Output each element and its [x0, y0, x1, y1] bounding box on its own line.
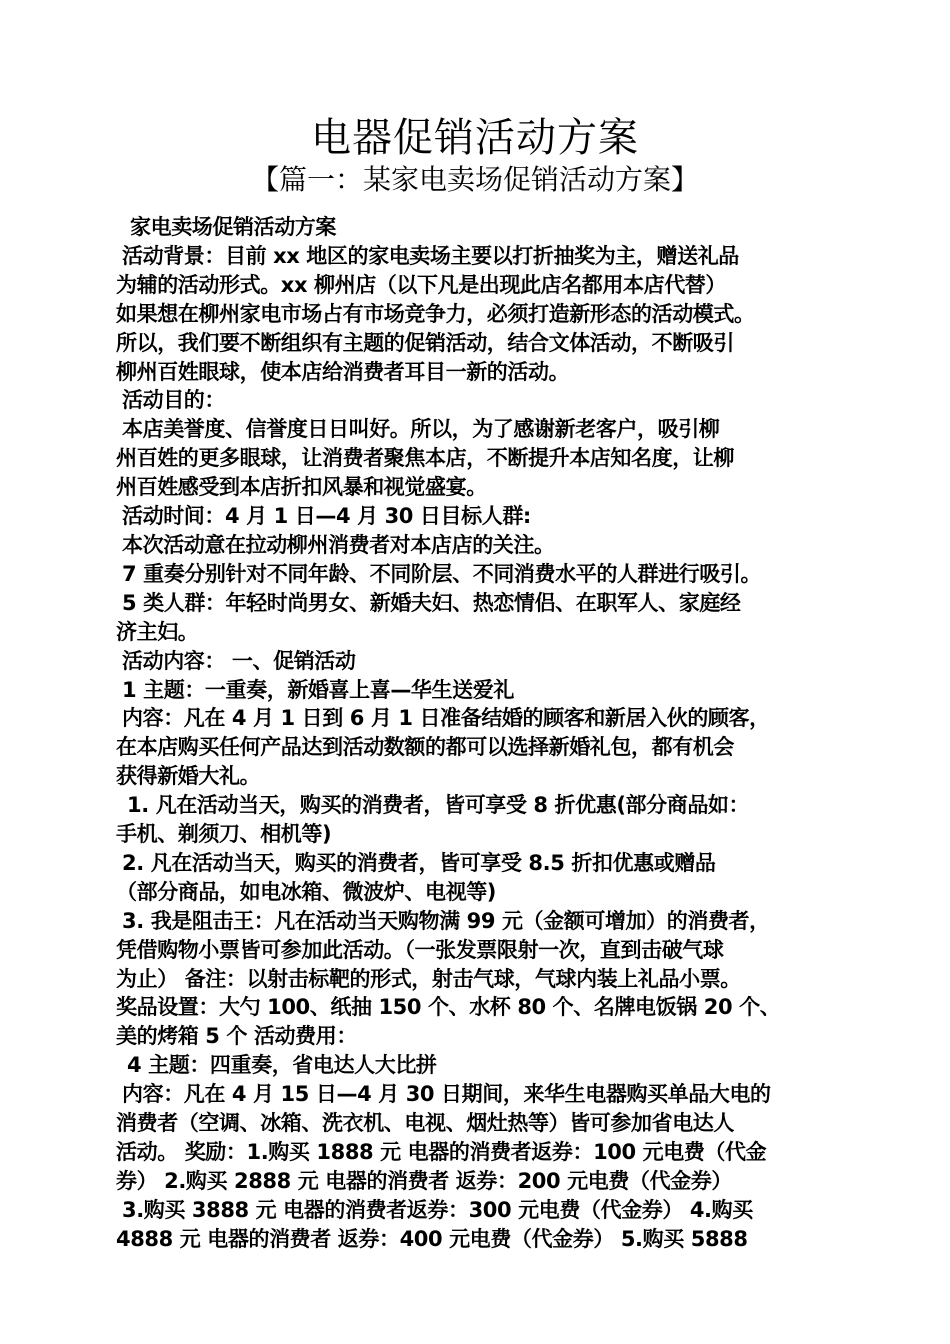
body-line: 所以，我们要不断组织有主题的促销活动，结合文体活动，不断吸引 — [116, 330, 734, 355]
body-line: 内容：凡在 4 月 1 日到 6 月 1 日准备结婚的顾客和新居入伙的顾客， — [122, 706, 770, 731]
document-subtitle: 【篇一：某家电卖场促销活动方案】 — [250, 163, 699, 196]
body-line: 3. 我是阻击王：凡在活动当天购物满 99 元（金额可增加）的消费者， — [122, 908, 770, 933]
body-line: 手机、剃须刀、相机等) — [116, 822, 332, 847]
section-heading: 家电卖场促销活动方案 — [130, 215, 336, 239]
body-line: 在本店购买任何产品达到活动数额的都可以选择新婚礼包，都有机会 — [116, 735, 734, 760]
body-line: 本次活动意在拉动柳州消费者对本店店的关注。 — [122, 532, 555, 557]
body-line: 如果想在柳州家电市场占有市场竞争力，必须打造新形态的活动模式。 — [116, 301, 755, 326]
document-body — [116, 213, 846, 1254]
body-line: 奖品设置：大勺 100、纸抽 150 个、水杯 80 个、名牌电饭锅 20 个、 — [116, 995, 781, 1020]
body-line: 为辅的活动形式。xx 柳州店（以下凡是出现此店名都用本店代替） — [116, 272, 726, 297]
body-line: 州百姓感受到本店折扣风暴和视觉盛宴。 — [116, 475, 487, 500]
body-line: 4888 元 电器的消费者 返券：400 元电费（代金券） 5.购买 5888 — [116, 1226, 748, 1251]
body-line: 美的烤箱 5 个 活动费用： — [116, 1024, 357, 1049]
body-line: 州百姓的更多眼球，让消费者聚焦本店，不断提升本店知名度，让柳 — [116, 446, 734, 471]
body-line: 柳州百姓眼球，使本店给消费者耳目一新的活动。 — [116, 359, 570, 384]
body-line: 获得新婚大礼。 — [116, 764, 261, 789]
body-line: 活动内容： 一、促销活动 — [122, 648, 356, 673]
body-line: 4 主题：四重奏，省电达人大比拼 — [127, 1053, 437, 1078]
body-line: 济主妇。 — [116, 619, 199, 644]
body-line: 7 重奏分别针对不同年龄、不同阶层、不同消费水平的人群进行吸引。 — [122, 561, 762, 586]
body-line: 内容：凡在 4 月 15 日—4 月 30 日期间，来华生电器购买单品大电的 — [122, 1082, 771, 1107]
body-line: 2. 凡在活动当天，购买的消费者，皆可享受 8.5 折扣优惠或赠品 — [122, 850, 716, 875]
body-line: 活动目的： — [122, 388, 225, 413]
body-line: 1 主题：一重奏，新婚喜上喜—华生送爱礼 — [122, 677, 514, 702]
body-line: 消费者（空调、冰箱、洗衣机、电视、烟灶热等）皆可参加省电达人 — [116, 1111, 734, 1136]
body-line: 本店美誉度、信誉度日日叫好。所以，为了感谢新老客户，吸引柳 — [122, 417, 720, 442]
body-line: 券） 2.购买 2888 元 电器的消费者 返券：200 元电费（代金券） — [116, 1168, 732, 1193]
body-line: 凭借购物小票皆可参加此活动。（一张发票限射一次，直到击破气球 — [116, 937, 724, 962]
body-line: 1. 凡在活动当天，购买的消费者，皆可享受 8 折优惠(部分商品如： — [127, 793, 750, 818]
document-title: 电器促销活动方案 — [311, 115, 639, 161]
body-line: （部分商品，如电冰箱、微波炉、电视等) — [116, 879, 496, 904]
body-line: 3.购买 3888 元 电器的消费者返券：300 元电费（代金券） 4.购买 — [122, 1197, 753, 1222]
body-line: 为止） 备注：以射击标靶的形式，射击气球，气球内装上礼品小票。 — [116, 966, 741, 991]
body-line: 活动时间：4 月 1 日—4 月 30 日目标人群: — [122, 504, 531, 529]
body-line: 活动。 奖励：1.购买 1888 元 电器的消费者返券：100 元电费（代金 — [116, 1140, 767, 1164]
body-line: 5 类人群：年轻时尚男女、新婚夫妇、热恋情侣、在职军人、家庭经 — [122, 590, 741, 615]
body-line: 活动背景：目前 xx 地区的家电卖场主要以打折抽奖为主，赠送礼品 — [122, 243, 739, 268]
